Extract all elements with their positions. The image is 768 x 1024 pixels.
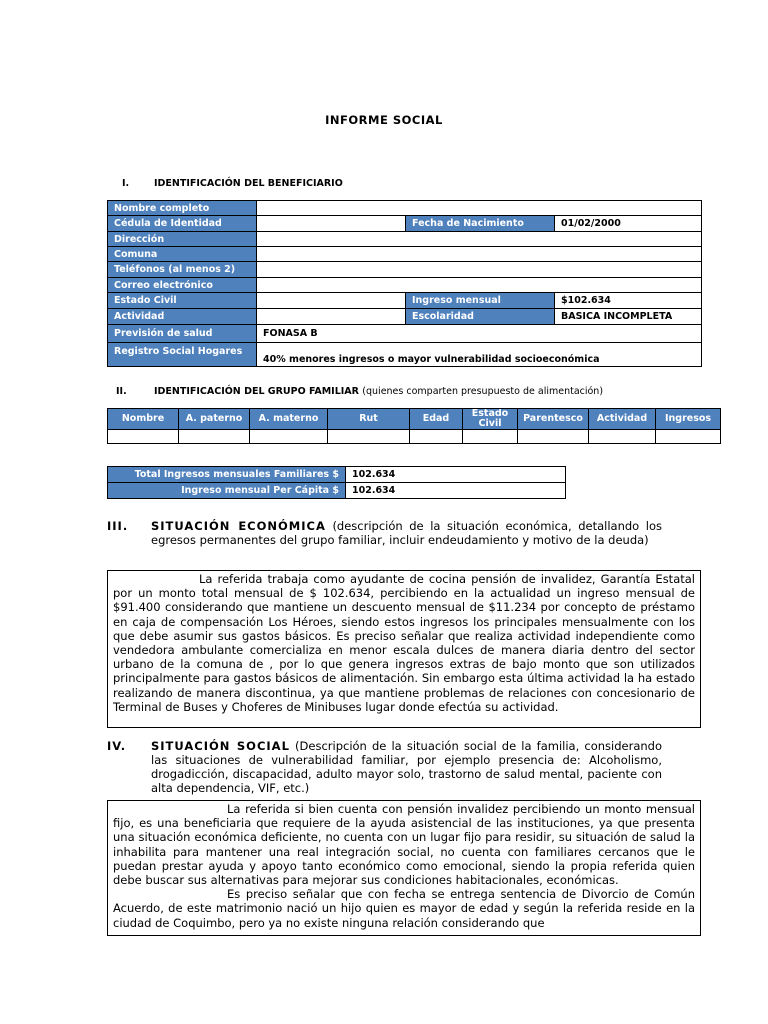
col-rut: Rut [328, 409, 410, 430]
table-cell [108, 430, 179, 444]
section-4-heading-text [151, 739, 662, 795]
label-nombre: Nombre completo [108, 201, 257, 216]
value-estado-civil [257, 293, 406, 309]
section-4-heading [107, 739, 662, 797]
section-4-number: IV. [107, 739, 127, 753]
value-telefonos [257, 262, 702, 278]
label-comuna: Comuna [108, 247, 257, 262]
label-fecha-nacimiento: Fecha de Nacimiento [406, 216, 555, 232]
section-3-number: III. [107, 519, 129, 533]
label-cedula: Cédula de Identidad [108, 216, 257, 232]
label-ingreso-mensual: Ingreso mensual [406, 293, 555, 309]
value-prevision: FONASA B [257, 325, 702, 343]
label-direccion: Dirección [108, 232, 257, 247]
value-ingreso-mensual: $102.634 [555, 293, 702, 309]
value-cedula [257, 216, 406, 232]
table-cell [179, 430, 250, 444]
col-estado-civil-line1: Estado [471, 408, 509, 419]
col-nombre: Nombre [108, 409, 179, 430]
section-3-title: SITUACIÓN ECONÓMICA [151, 519, 326, 533]
label-escolaridad: Escolaridad [406, 309, 555, 325]
label-prevision: Previsión de salud [108, 325, 257, 343]
section-4-title: SITUACIÓN SOCIAL [151, 739, 290, 753]
totals-table [107, 466, 566, 499]
beneficiary-table [107, 200, 702, 367]
value-comuna [257, 247, 702, 262]
value-total-ingresos: 102.634 [346, 467, 566, 483]
label-estado-civil: Estado Civil [108, 293, 257, 309]
section-4-description: (Descripción de la situación social de la familia, considerando las situaciones de vulnerabilidad familiar, por ejemplo presencia de: Alcoholismo, drogadicción, discapacidad, adulto mayor solo, trastorno de salud mental, paciente con alta dependencia, VIF, etc.) [151, 739, 662, 795]
value-registro-social: 40% menores ingresos o mayor vulnerabilidad socioeconómica [257, 343, 702, 367]
family-table [107, 408, 721, 444]
value-escolaridad: BASICA INCOMPLETA [555, 309, 702, 325]
section-2-number: II. [116, 386, 127, 397]
label-total-ingresos: Total Ingresos mensuales Familiares $ [108, 467, 346, 483]
value-actividad [257, 309, 406, 325]
section-1-number: I. [122, 178, 130, 189]
page-title: INFORME SOCIAL [325, 113, 443, 127]
label-correo: Correo electrónico [108, 278, 257, 293]
social-situation-text-2: Es preciso señalar que con fecha se entrega sentencia de Divorcio de Común Acuerdo, de este matrimonio nació un hijo quien es mayor de edad y según la referida reside en la ciudad de Coquimbo, pero ya no existe ninguna relación considerando que [113, 887, 695, 930]
col-actividad: Actividad [589, 409, 656, 430]
table-cell [656, 430, 721, 444]
table-cell [589, 430, 656, 444]
section-2-subtitle: (quienes comparten presupuesto de alimentación) [362, 386, 604, 397]
section-3-heading [107, 519, 662, 563]
social-situation-box [107, 800, 701, 936]
label-telefonos: Teléfonos (al menos 2) [108, 262, 257, 278]
section-2-title-wrap [154, 386, 603, 397]
table-cell [463, 430, 518, 444]
table-cell [410, 430, 463, 444]
table-row [108, 430, 721, 444]
table-cell [518, 430, 589, 444]
economic-situation-text: La referida trabaja como ayudante de cocina pensión de invalidez, Garantía Estatal por un monto total mensual de $ 102.634, percibiendo en la actualidad un ingreso mensual de $91.400 considerando que mantiene un descuento mensual de $11.234 por concepto de préstamo en caja de compensación Los Héroes, siendo estos ingresos los principales mensualmente con los que debe asumir sus gastos básicos. Es preciso señalar que realiza actividad independiente como vendedora ambulante comercializa en menor escala dulces de manera diaria dentro del sector urbano de la comuna de , por lo que genera ingresos extras de bajo monto que son utilizados principalmente para gastos básicos de alimentación. Sin embargo esta última actividad la ha estado realizando de manera discontinua, ya que mantiene problemas de relaciones con concesionario de Terminal de Buses y Choferes de Minibuses lugar donde efectúa su actividad. [113, 572, 695, 714]
label-registro-social: Registro Social Hogares [108, 343, 257, 367]
section-3-heading-text [151, 519, 662, 547]
section-1-heading [122, 178, 722, 192]
value-per-capita: 102.634 [346, 483, 566, 499]
economic-situation-box [107, 570, 701, 728]
col-amaterno: A. materno [250, 409, 328, 430]
social-situation-text-1: La referida si bien cuenta con pensión invalidez percibiendo un monto mensual fijo, es una beneficiaria que requiere de la ayuda asistencial de las instituciones, ya que presenta una situación económica deficiente, no cuenta con un lugar fijo para residir, su situación de salud la inhabilita para mantener una real integración social, no cuenta con familiares cercanos que le puedan prestar ayuda y apoyo tanto económico como emocional, siendo la propia referida quien debe buscar sus alternativas para mejorar sus condiciones habitacionales, económicas. [113, 802, 695, 888]
col-apaterno: A. paterno [179, 409, 250, 430]
value-fecha-nacimiento: 01/02/2000 [555, 216, 702, 232]
value-direccion [257, 232, 702, 247]
section-2-title: IDENTIFICACIÓN DEL GRUPO FAMILIAR [154, 386, 359, 397]
label-actividad: Actividad [108, 309, 257, 325]
section-2-heading [116, 386, 736, 400]
value-correo [257, 278, 702, 293]
table-cell [328, 430, 410, 444]
col-estado-civil-line2: Civil [478, 418, 502, 429]
section-1-title: IDENTIFICACIÓN DEL BENEFICIARIO [154, 178, 343, 189]
section-3-description: (descripción de la situación económica, detallando los egresos permanentes del grupo familiar, incluir endeudamiento y motivo de la deuda) [151, 519, 663, 547]
col-ingresos: Ingresos [656, 409, 721, 430]
col-edad: Edad [410, 409, 463, 430]
col-parentesco: Parentesco [518, 409, 589, 430]
value-nombre [257, 201, 702, 216]
label-per-capita: Ingreso mensual Per Cápita $ [108, 483, 346, 499]
col-estado-civil [463, 409, 518, 430]
table-cell [250, 430, 328, 444]
